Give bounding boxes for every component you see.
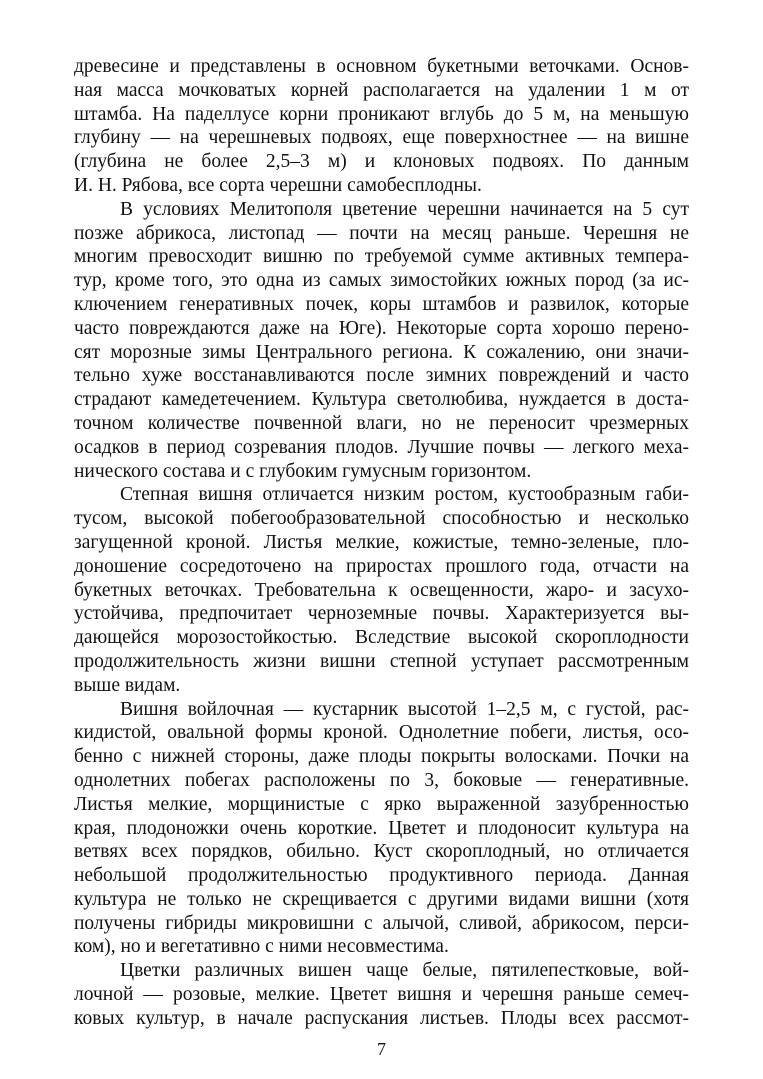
text-line: точном количестве почвенной влаги, но не переносит чрезмерных bbox=[74, 412, 689, 434]
page-body bbox=[74, 55, 689, 1079]
text-line: Цветки различных вишен чаще белые, пятилепестковые, вой- bbox=[120, 960, 689, 982]
text-line: сят морозные зимы Центрального региона. К сожалению, они значи- bbox=[74, 341, 689, 363]
text-line: многим превосходит вишню по требуемой сумме активных темпера- bbox=[74, 246, 689, 268]
paragraph bbox=[74, 959, 689, 1030]
text-line: дающейся морозостойкостью. Вследствие высокой скороплодности bbox=[74, 627, 689, 649]
text-line: Листья мелкие, морщинистые с ярко выраженной зазубренностью bbox=[74, 793, 689, 815]
text-line: (глубина не более 2,5–3 м) и клоновых подвоях. По данным bbox=[74, 151, 689, 173]
page-number: 7 bbox=[377, 1039, 386, 1059]
paragraph bbox=[74, 198, 689, 484]
text-line: Вишня войлочная — кустарник высотой 1–2,5 м, с густой, рас- bbox=[120, 698, 689, 720]
text-line: края, плодоножки очень короткие. Цветет и плодоносит культура на bbox=[74, 817, 689, 839]
paragraph bbox=[74, 698, 689, 960]
text-line: кидистой, овальной формы кроной. Однолетние побеги, листья, осо- bbox=[74, 722, 689, 744]
text-line: букетных веточках. Требовательна к освещенности, жаро- и засухо- bbox=[74, 579, 689, 601]
text-line: ветвях всех порядков, обильно. Куст скороплодный, но отличается bbox=[74, 841, 689, 863]
paragraph bbox=[74, 55, 689, 198]
text-line: ключением генеративных почек, коры штамбов и развилок, которые bbox=[74, 293, 689, 315]
text-line: однолетних побегах расположены по 3, боковые — генеративные. bbox=[74, 769, 689, 791]
text-line: загущенной кроной. Листья мелкие, кожистые, темно-зеленые, пло- bbox=[74, 531, 689, 553]
text-line: страдают камедетечением. Культура светолюбива, нуждается в доста- bbox=[74, 389, 689, 411]
text-line: тельно хуже восстанавливаются после зимних повреждений и часто bbox=[74, 365, 689, 387]
text-line: устойчива, предпочитает черноземные почвы. Характеризуется вы- bbox=[74, 603, 689, 625]
text-line: И. Н. Рябова, все сорта черешни самобесплодны. bbox=[74, 174, 482, 196]
text-line: культура не только не скрещивается с другими видами вишни (хотя bbox=[74, 888, 689, 910]
text-line: ная масса мочковатых корней располагается на удалении 1 м от bbox=[74, 79, 689, 101]
text-line: штамба. На паделлусе корни проникают вглубь до 5 м, на меньшую bbox=[74, 103, 689, 125]
text-line: доношение сосредоточено на приростах прошлого года, отчасти на bbox=[74, 555, 689, 577]
text-line: древесине и представлены в основном букетными веточками. Основ- bbox=[74, 56, 689, 77]
paragraph bbox=[74, 483, 689, 697]
text-line: выше видам. bbox=[74, 674, 181, 696]
text-line: нического состава и с глубоким гумусным горизонтом. bbox=[74, 460, 532, 482]
text-line: ковых культур, в начале распускания листьев. Плоды всех рассмот- bbox=[74, 1007, 689, 1029]
text-line: ком), но и вегетативно с ними несовместима. bbox=[74, 936, 449, 958]
text-line: продолжительность жизни вишни степной уступает рассмотренным bbox=[74, 650, 689, 672]
text-line: глубину — на черешневых подвоях, еще поверхностнее — на вишне bbox=[74, 127, 689, 149]
text-line: тур, кроме того, это одна из самых зимостойких южных пород (за ис- bbox=[74, 270, 689, 292]
text-line: тусом, высокой побегообразовательной способностью и несколько bbox=[74, 508, 689, 530]
text-line: осадков в период созревания плодов. Лучшие почвы — легкого меха- bbox=[74, 436, 689, 458]
text-line: часто повреждаются даже на Юге). Некоторые сорта хорошо перено- bbox=[74, 317, 689, 339]
text-line: бенно с нижней стороны, даже плоды покрыты волосками. Почки на bbox=[74, 746, 689, 768]
text-line: позже абрикоса, листопад — почти на месяц раньше. Черешня не bbox=[74, 222, 689, 244]
text-line: лочной — розовые, мелкие. Цветет вишня и черешня раньше семеч- bbox=[74, 984, 689, 1006]
text-line: В условиях Мелитополя цветение черешни начинается на 5 сут bbox=[120, 198, 689, 220]
text-line: небольшой продолжительностью продуктивного периода. Данная bbox=[74, 865, 689, 887]
text-line: получены гибриды микровишни с алычой, сливой, абрикосом, перси- bbox=[74, 912, 689, 934]
text-line: Степная вишня отличается низким ростом, кустообразным габи- bbox=[120, 484, 689, 506]
